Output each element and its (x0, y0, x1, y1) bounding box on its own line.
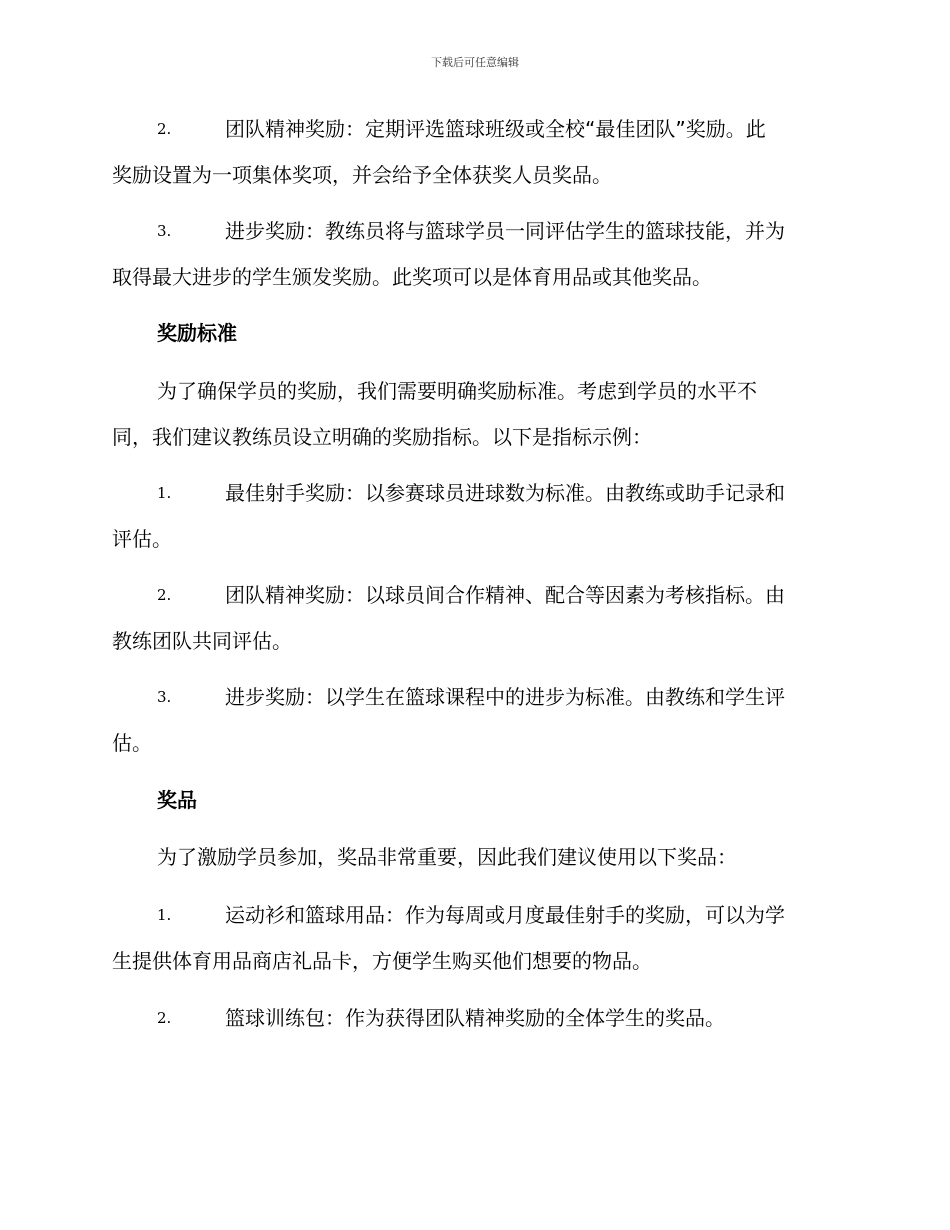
list-item-best-shooter-standard (112, 470, 837, 562)
list-item-text-line1: 最佳射手奖励：以参赛球员进球数为标准。由教练或助手记录和 (225, 481, 785, 505)
list-item-training-pack-prize (112, 995, 837, 1041)
list-item-text-line1: 进步奖励：教练员将与篮球学员一同评估学生的篮球技能，并为 (225, 219, 785, 243)
paragraph-line2: 同，我们建议教练员设立明确的奖励指标。以下是指标示例： (112, 425, 652, 449)
page-header: 下载后可任意编辑 (431, 56, 519, 69)
section-heading-prizes: 奖品 (157, 788, 197, 812)
list-item-text-line1: 团队精神奖励：以球员间合作精神、配合等因素为考核指标。由 (225, 583, 785, 607)
list-item-text-line2: 生提供体育用品商店礼品卡，方便学生购买他们想要的物品。 (112, 949, 652, 973)
list-number: 1. (157, 906, 172, 924)
list-number: 2. (157, 120, 172, 138)
list-item-text-line1: 进步奖励：以学生在篮球课程中的进步为标准。由教练和学生评 (225, 685, 785, 709)
list-item-progress (112, 208, 837, 300)
list-item-text-line1: 团队精神奖励：定期评选篮球班级或全校“最佳团队”奖励。此 (225, 117, 766, 141)
paragraph-standards-intro (112, 368, 837, 460)
list-item-text-line2: 教练团队共同评估。 (112, 629, 292, 653)
paragraph-prizes-intro (112, 834, 837, 880)
list-item-text-line2: 奖励设置为一项集体奖项，并会给予全体获奖人员奖品。 (112, 163, 612, 187)
list-item-team-spirit (112, 106, 837, 198)
list-number: 1. (157, 484, 172, 502)
list-item-text-line2: 取得最大进步的学生颁发奖励。此奖项可以是体育用品或其他奖品。 (112, 265, 712, 289)
list-item-text-line2: 估。 (112, 731, 152, 755)
list-item-text-line2: 评估。 (112, 527, 172, 551)
list-item-sportswear-prize (112, 892, 837, 984)
list-item-text-line1: 篮球训练包：作为获得团队精神奖励的全体学生的奖品。 (225, 1006, 725, 1030)
list-item-text-line1: 运动衫和篮球用品：作为每周或月度最佳射手的奖励，可以为学 (225, 903, 785, 927)
list-number: 3. (157, 222, 172, 240)
section-heading-standards: 奖励标准 (157, 321, 237, 345)
list-item-progress-standard (112, 674, 837, 766)
list-number: 2. (157, 586, 172, 604)
list-number: 3. (157, 688, 172, 706)
paragraph-line1: 为了激励学员参加，奖品非常重要，因此我们建议使用以下奖品： (157, 845, 737, 869)
list-item-team-spirit-standard (112, 572, 837, 664)
paragraph-line1: 为了确保学员的奖励，我们需要明确奖励标准。考虑到学员的水平不 (157, 379, 757, 403)
list-number: 2. (157, 1009, 172, 1027)
